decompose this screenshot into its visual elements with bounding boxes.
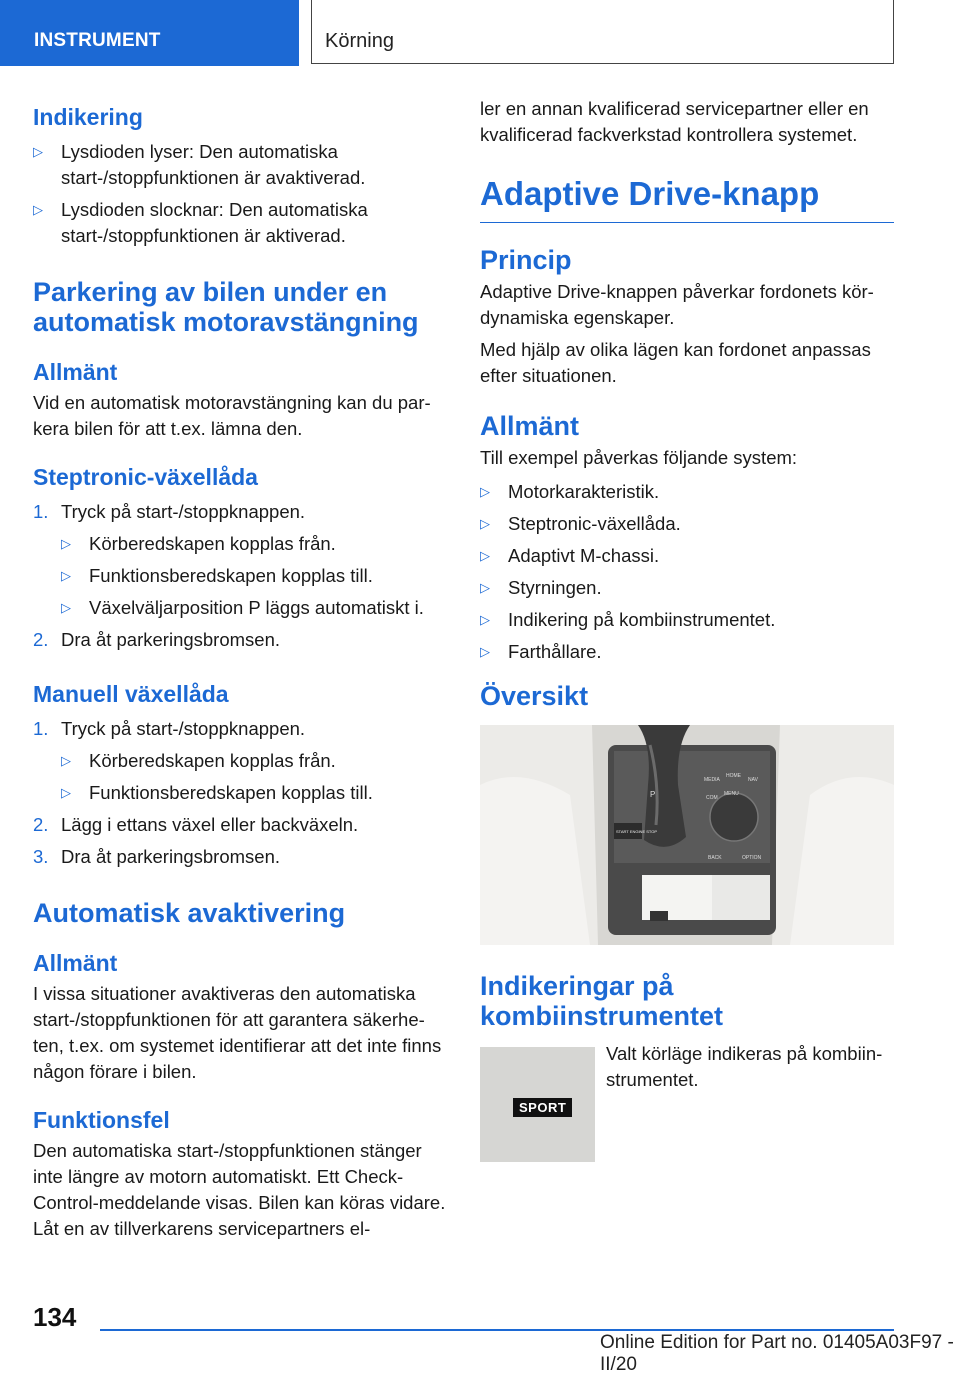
list-item: ▷ Farthållare. bbox=[480, 639, 894, 665]
triangle-bullet-icon: ▷ bbox=[480, 612, 490, 627]
paragraph: I vissa situationer avaktiveras den automatiska start-/stoppfunktionen för att garantera säkerhe-ten, t.ex. om systemet identifierar att det inte finns någon förare i bilen. bbox=[33, 983, 442, 1082]
menu-button-label: MENU bbox=[724, 791, 739, 797]
list-item: ▷ Körberedskapen kopplas från. bbox=[61, 748, 447, 774]
triangle-bullet-icon: ▷ bbox=[480, 484, 490, 499]
gear-indicator-label: P bbox=[650, 790, 656, 799]
list-item: ▷ Indikering på kombiinstrumentet. bbox=[480, 607, 894, 633]
list-item: ▷ Styrningen. bbox=[480, 575, 894, 601]
paragraph: Till exempel påverkas följande system: bbox=[480, 447, 798, 468]
heading-allmant: Allmänt bbox=[33, 950, 118, 976]
media-button-label: MEDIA bbox=[704, 777, 720, 783]
triangle-bullet-icon: ▷ bbox=[33, 144, 43, 159]
paragraph: Valt körläge indikeras på kombiin-strumentet. bbox=[606, 1043, 883, 1090]
triangle-bullet-icon: ▷ bbox=[480, 548, 490, 563]
chapter-label: Körning bbox=[325, 30, 394, 52]
home-button-label: HOME bbox=[726, 773, 741, 779]
heading-funktionsfel: Funktionsfel bbox=[33, 1107, 170, 1133]
numbered-item: 2. Dra åt parkeringsbromsen. bbox=[33, 629, 281, 650]
triangle-bullet-icon: ▷ bbox=[33, 202, 43, 217]
com-button-label: COM bbox=[706, 795, 718, 801]
paragraph: Med hjälp av olika lägen kan fordonet anpassas efter situationen. bbox=[480, 339, 871, 386]
list-item: ▷ Funktionsberedskapen kopplas till. bbox=[61, 563, 447, 589]
sport-indicator-row bbox=[480, 1041, 894, 1161]
triangle-bullet-icon: ▷ bbox=[61, 785, 71, 800]
heading-automatisk: Automatisk avaktivering bbox=[33, 898, 346, 928]
numbered-item: 2. Lägg i ettans växel eller backväxeln. bbox=[33, 814, 359, 835]
section-label: INSTRUMENT bbox=[34, 30, 161, 51]
list-item: ▷ Lysdioden slocknar: Den automatiska start-/stoppfunktionen är aktiverad. bbox=[33, 199, 368, 246]
console-photo bbox=[480, 725, 894, 945]
center-console-image bbox=[480, 725, 894, 945]
section-tab bbox=[0, 0, 299, 66]
triangle-bullet-icon: ▷ bbox=[61, 600, 71, 615]
option-button-label: OPTION bbox=[742, 855, 762, 861]
list-item: ▷ Körberedskapen kopplas från. bbox=[61, 531, 447, 557]
numbered-item: 1. Tryck på start-/stoppknappen. bbox=[33, 718, 306, 739]
heading-manuell: Manuell växellåda bbox=[33, 681, 229, 707]
heading-adaptive-drive: Adaptive Drive-knapp bbox=[480, 174, 894, 223]
right-column bbox=[480, 96, 894, 1161]
triangle-bullet-icon: ▷ bbox=[480, 580, 490, 595]
numbered-item: 1. Tryck på start-/stoppknappen. bbox=[33, 501, 306, 522]
heading-oversikt: Översikt bbox=[480, 681, 589, 711]
heading-steptronic: Steptronic-växellåda bbox=[33, 464, 258, 490]
start-stop-label: START ENGINE STOP bbox=[616, 829, 658, 834]
triangle-bullet-icon: ▷ bbox=[61, 753, 71, 768]
footer-divider bbox=[100, 1329, 894, 1331]
heading-indikeringar: Indikeringar på kombiinstrumentet bbox=[480, 971, 724, 1031]
nav-button-label: NAV bbox=[748, 777, 758, 783]
heading-allmant: Allmänt bbox=[480, 411, 580, 441]
paragraph: Vid en automatisk motoravstängning kan du par-kera bilen för att t.ex. lämna den. bbox=[33, 392, 431, 439]
list-item: ▷ Motorkarakteristik. bbox=[480, 479, 894, 505]
chapter-box bbox=[311, 0, 894, 64]
sport-mode-label: SPORT bbox=[513, 1098, 572, 1117]
paragraph: Adaptive Drive-knappen påverkar fordonets kör-dynamiska egenskaper. bbox=[480, 281, 874, 328]
heading-indikering: Indikering bbox=[33, 104, 143, 130]
triangle-bullet-icon: ▷ bbox=[61, 568, 71, 583]
list-item: ▷ Växelväljarposition P läggs automatiskt i. bbox=[61, 595, 447, 621]
back-button-label: BACK bbox=[708, 855, 722, 861]
left-column bbox=[33, 96, 447, 1242]
edition-note: Online Edition for Part no. 01405A03F97 - II/20 bbox=[600, 1332, 954, 1375]
list-item: ▷ Steptronic-växellåda. bbox=[480, 511, 894, 537]
parking-brake-button bbox=[650, 911, 668, 921]
heading-princip: Princip bbox=[480, 245, 572, 275]
triangle-bullet-icon: ▷ bbox=[480, 644, 490, 659]
triangle-bullet-icon: ▷ bbox=[61, 536, 71, 551]
page-header bbox=[0, 0, 960, 66]
page-number: 134 bbox=[33, 1302, 77, 1332]
triangle-bullet-icon: ▷ bbox=[480, 516, 490, 531]
paragraph: ler en annan kvalificerad servicepartner eller en kvalificerad fackverkstad kontrollera systemet. bbox=[480, 98, 869, 145]
numbered-item: 3. Dra åt parkeringsbromsen. bbox=[33, 846, 281, 867]
heading-parkering: Parkering av bilen under en automatisk motoravstängning bbox=[33, 277, 419, 337]
heading-allmant: Allmänt bbox=[33, 359, 118, 385]
sport-display-image bbox=[480, 1047, 595, 1162]
list-item: ▷ Adaptivt M-chassi. bbox=[480, 543, 894, 569]
paragraph: Den automatiska start-/stoppfunktionen stänger inte längre av motorn automatiskt. Ett Check-Control-meddelande visas. Bilen kan köras vidare. Låt en av tillverkarens servicepartners el- bbox=[33, 1140, 446, 1239]
list-item: ▷ Lysdioden lyser: Den automatiska start-/stoppfunktionen är avaktiverad. bbox=[33, 141, 366, 188]
list-item: ▷ Funktionsberedskapen kopplas till. bbox=[61, 780, 447, 806]
